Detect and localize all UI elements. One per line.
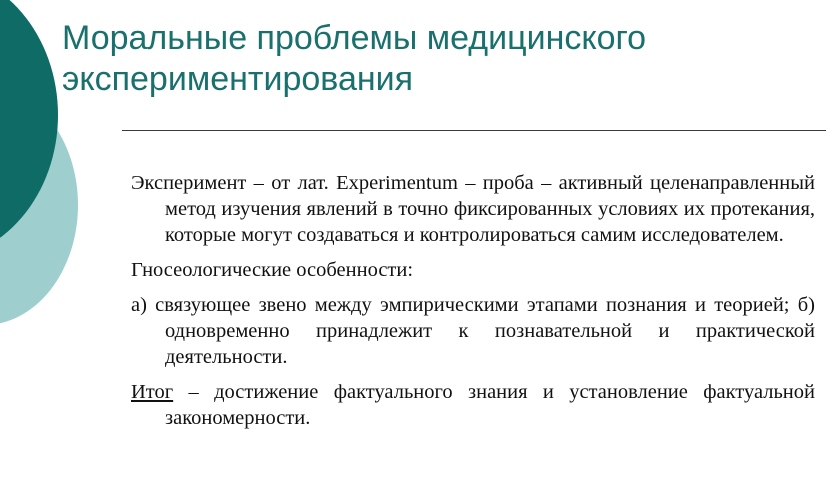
- slide-body: [131, 170, 815, 440]
- slide-title-line-2: экспериментирования: [62, 60, 414, 98]
- features-heading: Гносеологические особенности:: [131, 259, 414, 281]
- slide-title-line-1: Моральные проблемы медицинского: [62, 19, 647, 57]
- title-divider: [122, 130, 826, 131]
- definition-paragraph: Эксперимент – от лат. Experimentum – проба – активный целенаправленный метод изучения явлений в точно фиксированных условиях их протекания, которые могут создаваться и контролироваться самим исследователем.: [131, 172, 815, 246]
- summary-text: – достижение фактуального знания и установление фактуальной закономерности.: [165, 381, 815, 429]
- slide-title: [62, 18, 822, 100]
- summary-term: Итог: [131, 381, 174, 403]
- features-paragraph: а) связующее звено между эмпирическими этапами познания и теорией; б) одновременно принадлежит к познавательной и практической деятельности.: [131, 294, 815, 368]
- summary-paragraph: [131, 379, 815, 431]
